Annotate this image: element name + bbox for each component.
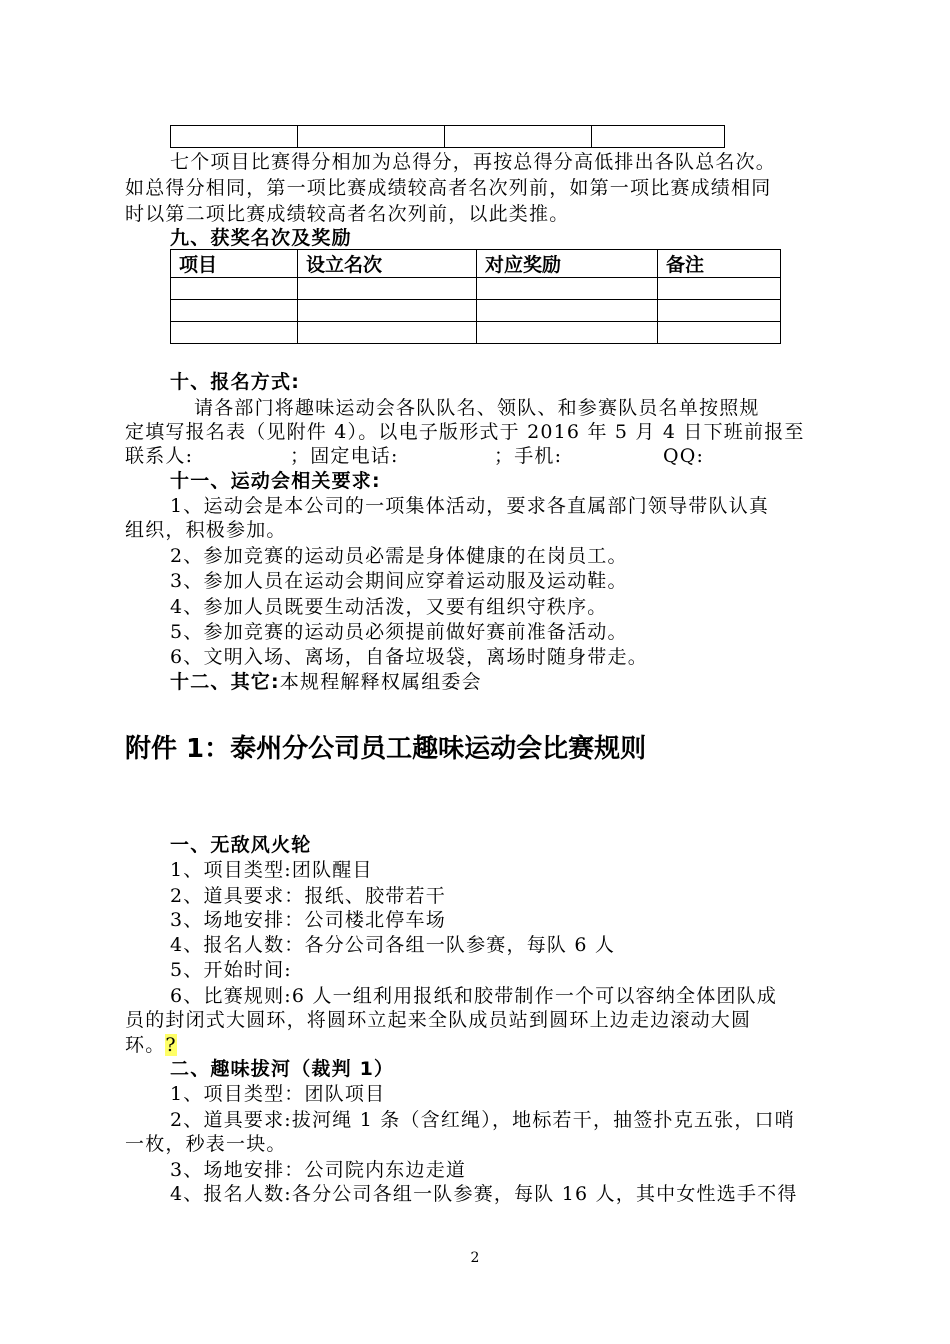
header-cell: 备注 bbox=[658, 250, 781, 278]
event1-line: 1、项目类型:团队醒目 bbox=[170, 859, 373, 881]
table-cell bbox=[171, 278, 298, 300]
table-cell bbox=[658, 322, 781, 344]
phone-label: ；固定电话: bbox=[290, 445, 399, 467]
section10-line-1: 请各部门将趣味运动会各队队名、领队、和参赛队员名单按照规 bbox=[194, 397, 760, 419]
event1-line: 5、开始时间: bbox=[170, 959, 292, 981]
table-cell bbox=[445, 126, 592, 148]
event1-line: 员的封闭式大圆环，将圆环立起来全队成员站到圆环上边走边滚动大圆 bbox=[125, 1009, 752, 1031]
requirement-item: 2、参加竞赛的运动员必需是身体健康的在岗员工。 bbox=[170, 545, 628, 567]
section10-title: 十、报名方式: bbox=[170, 371, 300, 393]
awards-table bbox=[170, 249, 781, 344]
event1-last-text: 环。 bbox=[125, 1034, 166, 1056]
event1-line: 6、比赛规则:6 人一组利用报纸和胶带制作一个可以容纳全体团队成 bbox=[170, 985, 778, 1007]
table-cell bbox=[171, 322, 298, 344]
qq-label: QQ: bbox=[663, 445, 705, 467]
requirement-item: 4、参加人员既要生动活泼，又要有组织守秩序。 bbox=[170, 596, 608, 618]
requirement-item: 1、运动会是本公司的一项集体活动，要求各直属部门领导带队认真 bbox=[170, 495, 770, 517]
contact-label: 联系人: bbox=[125, 445, 194, 467]
ranking-line-3: 时以第二项比赛成绩较高者名次列前，以此类推。 bbox=[125, 203, 570, 225]
requirement-item: 组织，积极参加。 bbox=[125, 519, 287, 541]
table-cell bbox=[171, 300, 298, 322]
table-cell bbox=[658, 278, 781, 300]
table-cell bbox=[592, 126, 725, 148]
table-row bbox=[171, 300, 781, 322]
event1-line: 3、场地安排：公司楼北停车场 bbox=[170, 909, 446, 931]
event1-title: 一、无敌风火轮 bbox=[170, 834, 312, 856]
top-table bbox=[170, 125, 725, 148]
table-header-row bbox=[171, 250, 781, 278]
section12 bbox=[170, 670, 482, 694]
requirement-item: 5、参加竞赛的运动员必须提前做好赛前准备活动。 bbox=[170, 621, 628, 643]
table-cell bbox=[477, 322, 658, 344]
table-cell bbox=[477, 278, 658, 300]
section9-title: 九、获奖名次及奖励 bbox=[170, 227, 352, 249]
mobile-label: ；手机: bbox=[494, 445, 563, 467]
table-cell bbox=[477, 300, 658, 322]
page-number: 2 bbox=[470, 1250, 480, 1266]
table-cell bbox=[658, 300, 781, 322]
event1-line: 4、报名人数：各分公司各组一队参赛，每队 6 人 bbox=[170, 934, 616, 956]
highlight-mark: ? bbox=[165, 1034, 177, 1056]
table-cell bbox=[298, 300, 477, 322]
ranking-line-1: 七个项目比赛得分相加为总得分，再按总得分高低排出各队总名次。 bbox=[170, 151, 777, 173]
requirement-item: 3、参加人员在运动会期间应穿着运动服及运动鞋。 bbox=[170, 570, 628, 592]
event2-line: 1、项目类型：团队项目 bbox=[170, 1083, 386, 1105]
ranking-line-2: 如总得分相同，第一项比赛成绩较高者名次列前，如第一项比赛成绩相同 bbox=[125, 177, 772, 199]
table-row bbox=[171, 278, 781, 300]
event1-line: 2、道具要求：报纸、胶带若干 bbox=[170, 885, 446, 907]
attachment-heading: 附件 1：泰州分公司员工趣味运动会比赛规则 bbox=[125, 734, 647, 764]
event2-line: 2、道具要求:拔河绳 1 条（含红绳），地标若干，抽签扑克五张，口哨 bbox=[170, 1109, 795, 1131]
event2-line: 4、报名人数:各分公司各组一队参赛，每队 16 人，其中女性选手不得 bbox=[170, 1183, 798, 1205]
section12-title: 十二、其它: bbox=[170, 671, 280, 693]
table-row bbox=[171, 322, 781, 344]
section10-line-2: 定填写报名表（见附件 4）。以电子版形式于 2016 年 5 月 4 日下班前报至 bbox=[125, 421, 805, 443]
header-cell: 设立名次 bbox=[298, 250, 477, 278]
section12-text: 本规程解释权属组委会 bbox=[279, 671, 482, 693]
header-cell: 对应奖励 bbox=[477, 250, 658, 278]
table-cell bbox=[298, 278, 477, 300]
header-cell: 项目 bbox=[171, 250, 298, 278]
table-cell bbox=[298, 322, 477, 344]
event1-last-line bbox=[125, 1033, 177, 1057]
event2-line: 一枚，秒表一块。 bbox=[125, 1133, 287, 1155]
event2-line: 3、场地安排：公司院内东边走道 bbox=[170, 1159, 467, 1181]
table-cell bbox=[298, 126, 445, 148]
event2-title: 二、趣味拔河（裁判 1） bbox=[170, 1058, 395, 1080]
requirement-item: 6、文明入场、离场，自备垃圾袋，离场时随身带走。 bbox=[170, 646, 648, 668]
table-cell bbox=[171, 126, 298, 148]
section11-title: 十一、运动会相关要求: bbox=[170, 470, 381, 492]
